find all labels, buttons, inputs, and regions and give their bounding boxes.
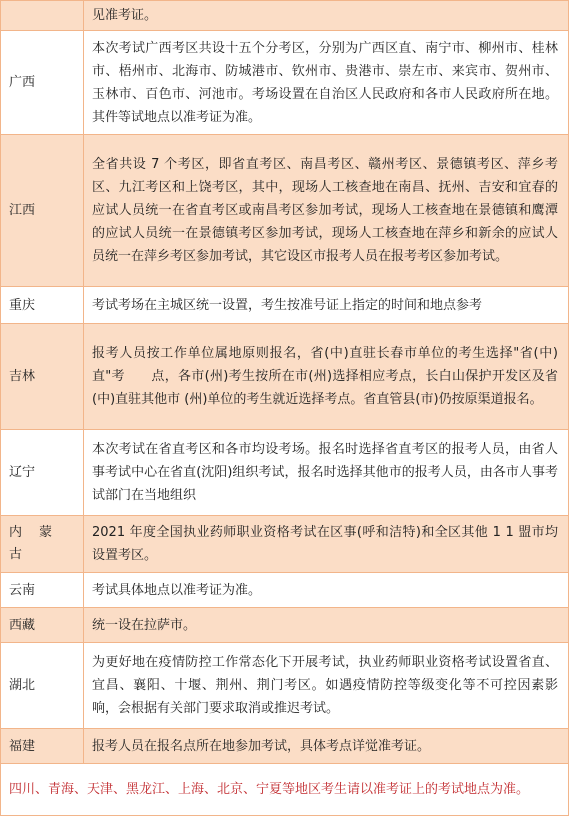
table-row xyxy=(1,516,569,573)
description-cell: 本次考试在省直考区和各市均设考场。报名时选择省直考区的报考人员，由省人事考试中心在省直(沈阳)组织考试，报名时选择其他市的报考人员，由各市人事考试部门在当地组织 xyxy=(84,430,569,516)
region-cell: 吉林 xyxy=(1,324,84,430)
description-cell: 见准考证。 xyxy=(84,1,569,31)
region-cell: 西藏 xyxy=(1,608,84,643)
table-row xyxy=(1,729,569,764)
table-row xyxy=(1,1,569,31)
description-cell: 报考人员在报名点所在地参加考试，具体考点详觉准考证。 xyxy=(84,729,569,764)
table-row xyxy=(1,608,569,643)
table-row xyxy=(1,573,569,608)
table-row xyxy=(1,643,569,729)
description-cell: 全省共设 7 个考区，即省直考区、南昌考区、赣州考区、景德镇考区、萍乡考区、九江考区和上饶考区，其中，现场人工核查地在南昌、抚州、吉安和宜春的应试人员统一在省直考区或南昌考区参加考试，现场人工核查地在景德镇和鹰潭的应试人员统一在景德镇考区参加考试，现场人工核查地在萍乡和新余的应试人员统一在萍乡考区参加考试，其它设区市报考人员在报考考区参加考试。 xyxy=(84,135,569,287)
region-cell: 福建 xyxy=(1,729,84,764)
table-row xyxy=(1,135,569,287)
footnote-text: 四川、青海、天津、黑龙江、上海、北京、宁夏等地区考生请以准考证上的考试地点为准。 xyxy=(1,764,569,816)
note-row xyxy=(1,764,569,816)
description-cell: 考试考场在主城区统一设置，考生按准号证上指定的时间和地点参考 xyxy=(84,287,569,324)
region-cell xyxy=(1,516,84,573)
region-cell: 辽宁 xyxy=(1,430,84,516)
region-cell: 江西 xyxy=(1,135,84,287)
description-cell: 考试具体地点以准考证为准。 xyxy=(84,573,569,608)
region-cell: 湖北 xyxy=(1,643,84,729)
table-row xyxy=(1,430,569,516)
description-cell: 本次考试广西考区共设十五个分考区，分别为广西区直、南宁市、柳州市、桂林市、梧州市、北海市、防城港市、钦州市、贵港市、崇左市、来宾市、贺州市、玉林市、百色市、河池市。考场设置在自治区人民政府和各市人民政府所在地。其件等试地点以准考证为准。 xyxy=(84,31,569,135)
description-cell: 2021 年度全国执业药师职业资格考试在区事(呼和洁特)和全区其他 1 1 盟市均设置考区。 xyxy=(84,516,569,573)
region-part: 内 xyxy=(9,525,23,540)
table-row xyxy=(1,324,569,430)
region-cell: 云南 xyxy=(1,573,84,608)
region-cell: 重庆 xyxy=(1,287,84,324)
table-row xyxy=(1,31,569,135)
region-part: 蒙 xyxy=(39,525,53,540)
region-cell: 广西 xyxy=(1,31,84,135)
description-cell: 统一设在拉萨市。 xyxy=(84,608,569,643)
region-cell xyxy=(1,1,84,31)
description-cell: 为更好地在疫情防控工作常态化下开展考试，执业药师职业资格考试设置省直、宜昌、襄阳、十堰、荆州、荆门考区。如遇疫情防控等级变化等不可控因素影响，会根据有关部门要求取消或推迟考试。 xyxy=(84,643,569,729)
description-cell: 报考人员按工作单位属地原则报名，省(中)直驻长春市单位的考生选择"省(中)直"考 点，各市(州)考生按所在市(州)选择相应考点，长白山保护开发区及省(中)直驻其他市 (州)单位的考生就近选择考点。省直管县(市)仍按原渠道报名。 xyxy=(84,324,569,430)
table-row xyxy=(1,287,569,324)
region-part: 古 xyxy=(9,547,23,562)
